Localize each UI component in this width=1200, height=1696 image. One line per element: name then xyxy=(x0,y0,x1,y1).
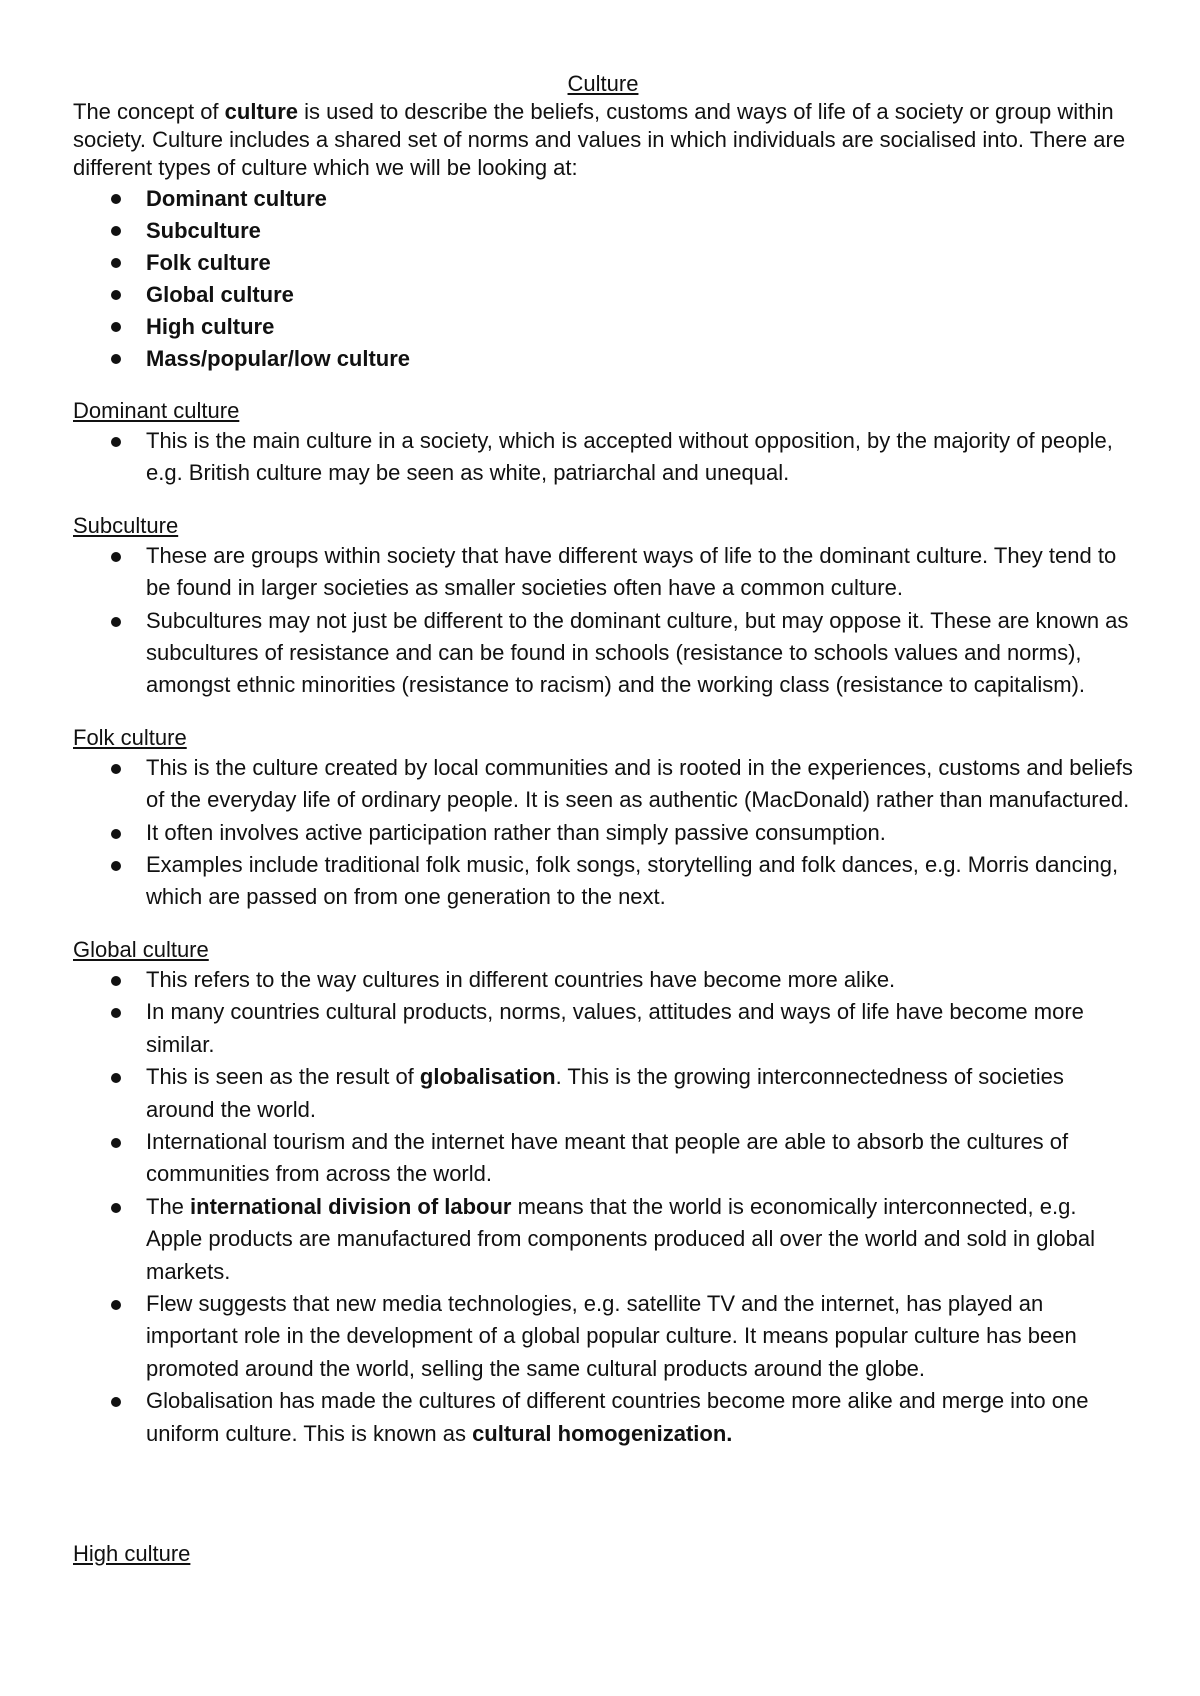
list-item-label: Subculture xyxy=(146,218,261,243)
bullet-icon xyxy=(111,194,121,204)
bullet-icon xyxy=(111,552,121,562)
list-item-text: These are groups within society that have different ways of life to the dominant culture. They tend to be found in larger societies as smaller societies often have a common culture. xyxy=(146,542,1117,601)
list-item-text: Subcultures may not just be different to the dominant culture, but may oppose it. These are known as subcultures of resistance and can be found in schools (resistance to schools values and norms), amongst ethnic minorities (resistance to racism) and the working class (resistance to capitalism). xyxy=(146,607,1129,698)
list-item-label: Dominant culture xyxy=(146,186,327,211)
bullet-icon xyxy=(111,322,121,332)
section-dominant-culture xyxy=(73,397,1133,490)
bullet-icon xyxy=(111,1397,121,1407)
list-item-text: Flew suggests that new media technologies, e.g. satellite TV and the internet, has played an important role in the development of a global popular culture. It means popular culture has been promoted around the world, selling the same cultural products around the globe. xyxy=(146,1290,1077,1381)
list-item-label: High culture xyxy=(146,314,275,339)
list-item-text: This is the main culture in a society, which is accepted without opposition, by the majority of people, e.g. British culture may be seen as white, patriarchal and unequal. xyxy=(146,428,1113,486)
list-item-text: . This is the growing interconnectedness of societies around the world. xyxy=(146,1064,1064,1122)
list-item xyxy=(73,1126,1133,1191)
page-title: Culture xyxy=(567,71,639,96)
section-folk-culture xyxy=(73,724,1133,914)
list-item xyxy=(73,752,1133,817)
bullet-icon xyxy=(111,1008,121,1018)
bullet-icon xyxy=(111,1203,121,1213)
bullet-list xyxy=(73,752,1133,914)
list-item-text: This refers to the way cultures in different countries have become more alike. xyxy=(146,966,896,992)
list-item-label: Mass/popular/low culture xyxy=(146,346,411,371)
list-item xyxy=(73,279,1133,311)
list-item xyxy=(73,425,1133,490)
bullet-icon xyxy=(111,1073,121,1083)
section-high-culture xyxy=(73,1540,1133,1568)
list-item xyxy=(73,849,1133,914)
bullet-icon xyxy=(111,764,121,774)
list-item-text: Examples include traditional folk music, folk songs, storytelling and folk dances, e.g. Morris dancing, which are passed on from one generation to the next. xyxy=(146,852,1119,910)
list-item-keyword: cultural homogenization. xyxy=(472,1420,733,1446)
bullet-icon xyxy=(111,617,121,627)
intro-keyword: culture xyxy=(224,99,299,124)
list-item-keyword: international division of labour xyxy=(190,1193,512,1219)
culture-types-list xyxy=(73,183,1133,375)
list-item-text: International tourism and the internet have meant that people are able to absorb the cultures of communities from across the world. xyxy=(146,1128,1069,1187)
list-item xyxy=(73,540,1133,605)
list-item-text: It often involves active participation rather than simply passive consumption. xyxy=(146,819,886,845)
list-item xyxy=(73,817,1133,849)
bullet-icon xyxy=(111,861,121,871)
section-heading: Subculture xyxy=(73,512,179,538)
list-item xyxy=(73,1061,1133,1126)
section-heading: Global culture xyxy=(73,936,209,962)
list-item xyxy=(73,964,1133,996)
bullet-icon xyxy=(111,290,121,300)
bullet-icon xyxy=(111,226,121,236)
section-heading: Dominant culture xyxy=(73,398,240,423)
section-global-culture xyxy=(73,936,1133,1450)
bullet-icon xyxy=(111,1300,121,1310)
list-item-text: Globalisation has made the cultures of different countries become more alike and merge into one uniform culture. This is known as xyxy=(146,1388,1089,1446)
intro-text: is used to describe the beliefs, customs and ways of life of a society or group within society. Culture includes a shared set of norms and values in which individuals are socialised into. There are different types of culture which we will be looking at: xyxy=(73,99,1126,180)
list-item-text: This is seen as the result of xyxy=(146,1064,420,1090)
list-item-text: means that the world is economically interconnected, e.g. Apple products are manufactured from components produced all over the world and sold in global markets. xyxy=(146,1193,1095,1284)
bullet-list xyxy=(73,425,1133,490)
section-subculture xyxy=(73,512,1133,702)
list-item xyxy=(73,996,1133,1061)
list-item xyxy=(73,183,1133,215)
bullet-icon xyxy=(111,829,121,839)
list-item xyxy=(73,1191,1133,1288)
list-item xyxy=(73,605,1133,702)
bullet-icon xyxy=(111,354,121,364)
list-item xyxy=(73,247,1133,279)
intro-text: The concept of xyxy=(73,99,225,124)
list-item-text: This is the culture created by local communities and is rooted in the experiences, customs and beliefs of the everyday life of ordinary people. It is seen as authentic (MacDonald) rather than manufactured. xyxy=(146,754,1133,813)
section-heading: Folk culture xyxy=(73,724,187,750)
list-item xyxy=(73,311,1133,343)
list-item-label: Global culture xyxy=(146,282,294,307)
list-item-text: The xyxy=(146,1193,191,1219)
list-item-text: In many countries cultural products, norms, values, attitudes and ways of life have become more similar. xyxy=(146,999,1084,1057)
bullet-icon xyxy=(111,1138,121,1148)
section-heading: High culture xyxy=(73,1540,191,1566)
document-page xyxy=(73,70,1133,1568)
list-item-label: Folk culture xyxy=(146,250,271,275)
bullet-icon xyxy=(111,258,121,268)
list-item xyxy=(73,1288,1133,1385)
list-item xyxy=(73,343,1133,375)
list-item xyxy=(73,215,1133,247)
bullet-list xyxy=(73,540,1133,702)
list-item-keyword: globalisation xyxy=(419,1064,556,1090)
bullet-icon xyxy=(111,976,121,986)
list-item xyxy=(73,1385,1133,1450)
intro-paragraph xyxy=(73,98,1133,182)
bullet-icon xyxy=(111,437,121,447)
bullet-list xyxy=(73,964,1133,1450)
